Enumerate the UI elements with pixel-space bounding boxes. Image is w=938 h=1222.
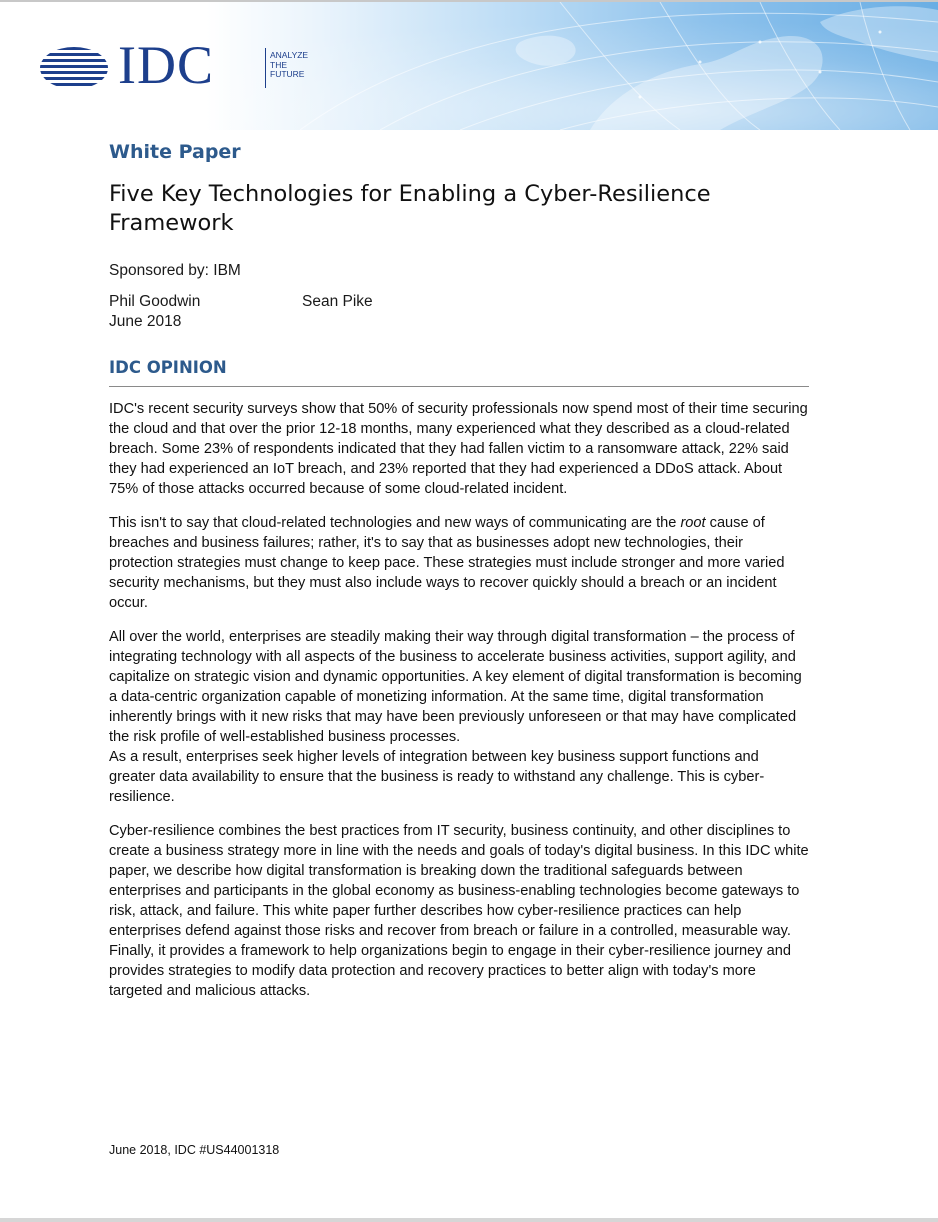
tagline-line: THE bbox=[270, 59, 287, 70]
sponsor-line: Sponsored by: IBM bbox=[109, 262, 241, 279]
paragraph bbox=[109, 627, 809, 807]
section-body bbox=[109, 399, 809, 1001]
page-footer: June 2018, IDC #US44001318 bbox=[109, 1143, 280, 1157]
paragraph-text: As a result, enterprises seek higher levels of integration between key business support functions and greater data availability to ensure that the business is ready to withstand any challenge. This is cyber-resilience. bbox=[109, 749, 765, 805]
logo-divider bbox=[265, 48, 266, 88]
emphasis-text: root bbox=[680, 515, 706, 531]
logo-stripes-icon bbox=[38, 46, 110, 90]
logo-tagline bbox=[270, 51, 308, 80]
tagline-line: FUTURE bbox=[270, 69, 305, 79]
paragraph bbox=[109, 513, 809, 613]
author-name: Sean Pike bbox=[302, 293, 373, 310]
publication-date: June 2018 bbox=[109, 313, 182, 330]
paragraph-text: All over the world, enterprises are steadily making their way through digital transformation – the process of integrating technology with all aspects of the business to accelerate business activities, support agility, and capitalize on strategic vision and dynamic opportunities. A key element of digital transformation is becoming a data-centric organization capable of monetizing information. At the same time, digital transformation inherently brings with it new risks that may have been previously unforeseen or that may have complicated the risk profile of well-established business processes. bbox=[109, 629, 802, 745]
doc-type-label: White Paper bbox=[109, 141, 241, 163]
paragraph: Cyber-resilience combines the best practices from IT security, business continuity, and other disciplines to create a business strategy more in line with the needs and goals of today's digital business. In this IDC white paper, we describe how digital transformation is breaking down the traditional safeguards between enterprises and participants in the global economy as business-enabling technologies become gateways to risk, attack, and failure. This white paper further describes how cyber-resilience practices can help enterprises defend against those risks and recover from breach or failure in a controlled, measurable way. Finally, it provides a framework to help organizations begin to engage in their cyber-resilience journey and provides strategies to modify data protection and recovery practices to better align with today's more targeted and malicious attacks. bbox=[109, 823, 809, 999]
document-body bbox=[109, 140, 809, 1015]
logo-wordmark: IDC bbox=[118, 35, 214, 95]
tagline-line: ANALYZE bbox=[270, 50, 309, 60]
page-bottom-edge bbox=[0, 1218, 938, 1222]
paragraph-text: cause of breaches and business failures; rather, it's to say that as businesses adopt new technologies, their protection strategies must change to keep pace. These strategies must include stronger and more varied security mechanisms, but they must also include ways to recover quickly should a breach or an incident occur. bbox=[109, 515, 785, 611]
paragraph: IDC's recent security surveys show that 50% of security professionals now spend most of their time securing the cloud and that over the prior 12-18 months, many experienced what they described as a cloud-related breach. Some 23% of respondents indicated that they had fallen victim to a ransomware attack, 22% said they had experienced an IoT breach, and 23% reported that they had experienced a DDoS attack. About 75% of those attacks occurred because of some cloud-related incident. bbox=[109, 401, 808, 497]
section-heading: IDC OPINION bbox=[109, 358, 809, 387]
paragraph-text: This isn't to say that cloud-related technologies and new ways of communicating are the bbox=[109, 515, 681, 531]
author-list bbox=[109, 292, 809, 312]
page-title: Five Key Technologies for Enabling a Cyber-Resilience Framework bbox=[109, 181, 711, 236]
author-name: Phil Goodwin bbox=[109, 293, 201, 310]
header-banner bbox=[0, 2, 938, 130]
